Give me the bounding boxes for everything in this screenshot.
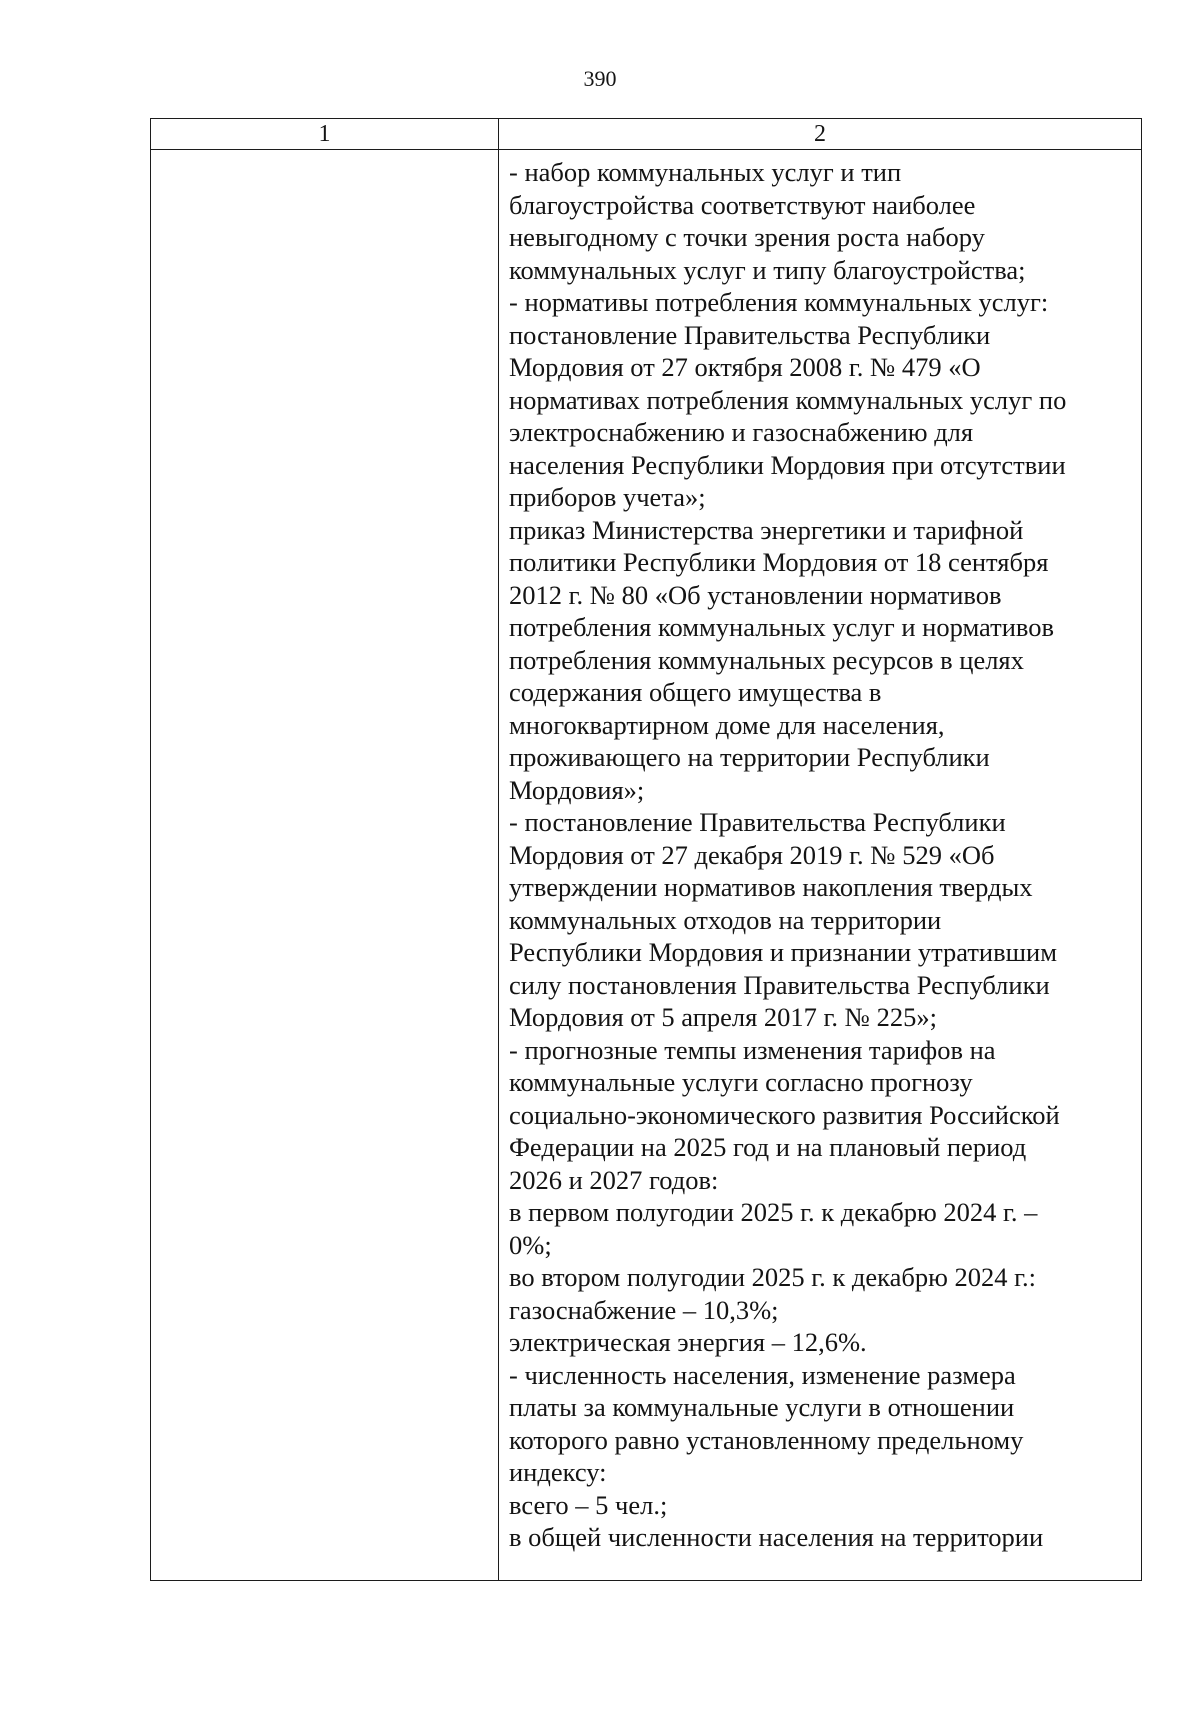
page-number: 390 [583, 66, 617, 91]
paragraph-share-population: в общей численности населения на территории [509, 1522, 1044, 1552]
paragraph-utility-set: - набор коммунальных услуг и тип благоустройства соответствуют наиболее невыгодному с точки зрения роста набору коммунальных услуг и типу благоустройства; [509, 157, 1026, 285]
table-header-row [151, 119, 1142, 150]
paragraph-consumption-norms: - нормативы потребления коммунальных услуг: [509, 287, 1049, 317]
table-body-row [151, 150, 1142, 1581]
paragraph-second-half: во втором полугодии 2025 г. к декабрю 2024 г.: [509, 1262, 1037, 1292]
paragraph-resolution-529: - постановление Правительства Республики Мордовия от 27 декабря 2019 г. № 529 «Об утверждении нормативов накопления твердых коммунальных отходов на территории Республики Мордовия и признании утратившим силу постановления Правительства Республики Мордовия от 5 апреля 2017 г. № 225»; [509, 807, 1057, 1032]
paragraph-tariff-forecast: - прогнозные темпы изменения тарифов на коммунальные услуги согласно прогнозу социально-экономического развития Российской Федерации на 2025 год и на плановый период 2026 и 2027 годов: [509, 1034, 1060, 1195]
document-table [150, 118, 1142, 1581]
paragraph-gas-supply: газоснабжение – 10,3%; [509, 1294, 779, 1325]
column-1-cell [151, 150, 499, 1581]
paragraph-first-half: в первом полугодии 2025 г. к декабрю 2024 г. – 0%; [509, 1197, 1038, 1260]
column-header-2: 2 [499, 119, 1142, 150]
column-2-cell [499, 150, 1142, 1581]
paragraph-order-80: приказ Министерства энергетики и тарифной политики Республики Мордовия от 18 сентября 2012 г. № 80 «Об установлении нормативов потребления коммунальных услуг и нормативов потребления коммунальных ресурсов в целях содержания общего имущества в многоквартирном доме для населения, проживающего на территории Республики Мордовия»; [509, 514, 1054, 805]
paragraph-electricity: электрическая энергия – 12,6%. [509, 1327, 867, 1357]
paragraph-total-people: всего – 5 чел.; [509, 1489, 668, 1520]
column-header-1: 1 [151, 119, 499, 150]
paragraph-population: - численность населения, изменение размера платы за коммунальные услуги в отношении которого равно установленному предельному индексу: [509, 1359, 1024, 1487]
paragraph-resolution-479: постановление Правительства Республики Мордовия от 27 октября 2008 г. № 479 «О нормативах потребления коммунальных услуг по электроснабжению и газоснабжению для населения Республики Мордовия при отсутствии приборов учета»; [509, 319, 1067, 512]
